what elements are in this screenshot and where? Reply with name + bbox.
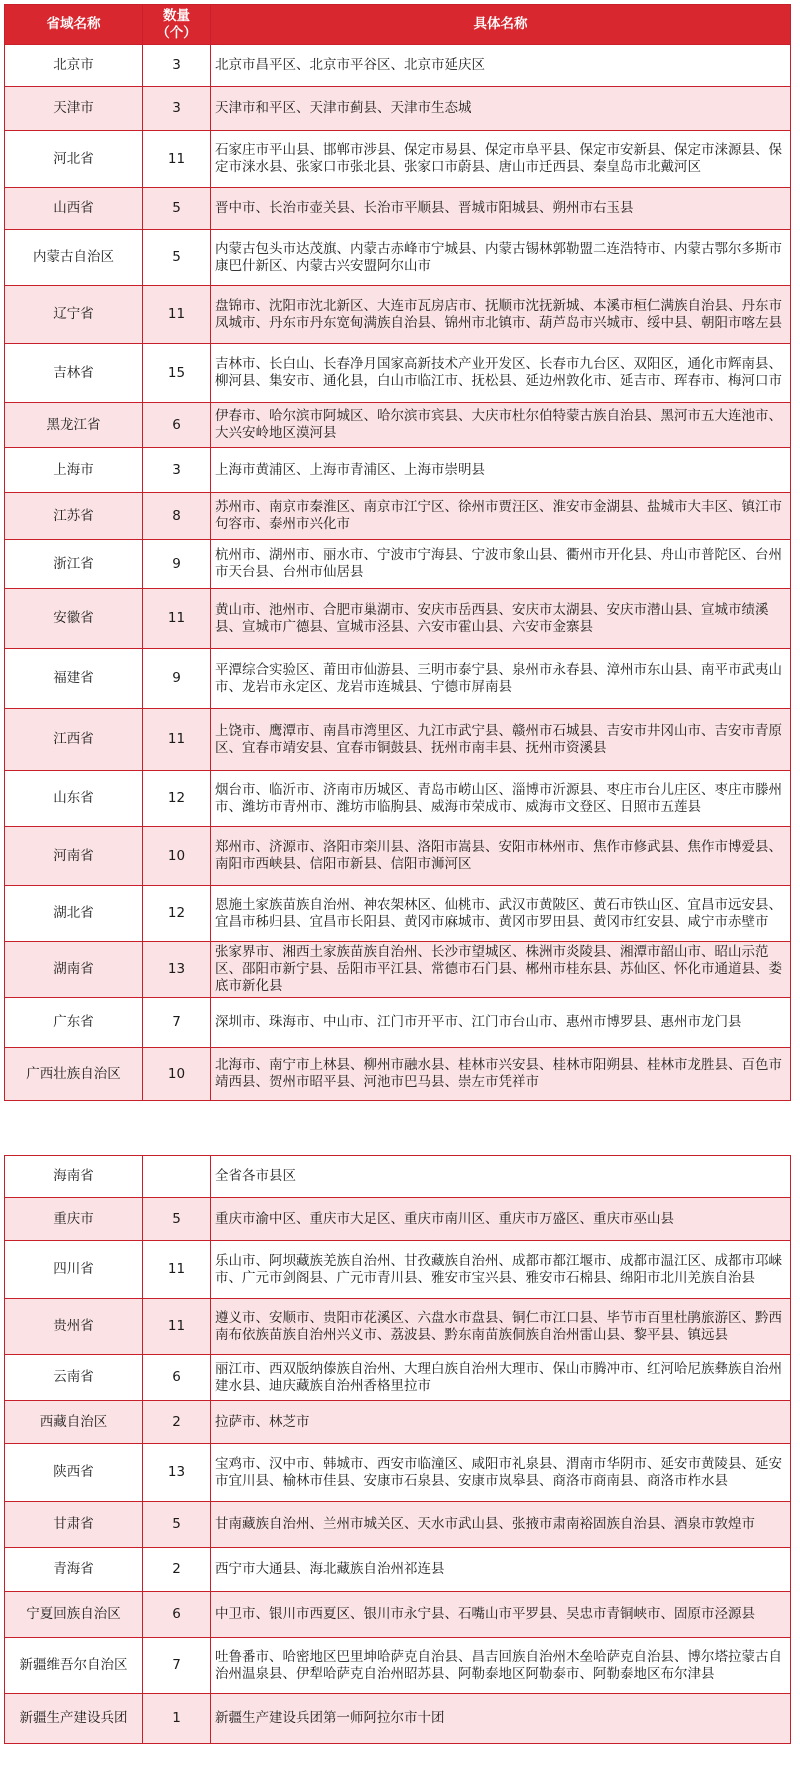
count-cell: 9: [143, 649, 211, 709]
detail-cell: 平潭综合实验区、莆田市仙游县、三明市泰宁县、泉州市永春县、漳州市东山县、南平市武夷山市、龙岩市永定区、龙岩市连城县、宁德市屏南县: [211, 649, 791, 709]
count-cell: 6: [143, 1592, 211, 1638]
province-cell: 广东省: [5, 998, 143, 1048]
table-row: [5, 403, 791, 448]
count-cell: 15: [143, 344, 211, 403]
province-cell: 内蒙古自治区: [5, 230, 143, 286]
table-row: [5, 1355, 791, 1401]
table-gap: [0, 1134, 800, 1155]
count-cell: 10: [143, 1048, 211, 1101]
table-row: [5, 1638, 791, 1694]
province-cell: 山东省: [5, 771, 143, 827]
province-cell: 安徽省: [5, 589, 143, 649]
table-row: [5, 540, 791, 589]
province-cell: 贵州省: [5, 1299, 143, 1355]
table-row: [5, 886, 791, 942]
header-count: [143, 5, 211, 45]
province-cell: 新疆维吾尔自治区: [5, 1638, 143, 1694]
table-row: [5, 1502, 791, 1548]
table-row: [5, 1241, 791, 1299]
table-row: [5, 493, 791, 540]
count-cell: 11: [143, 1299, 211, 1355]
province-cell: 广西壮族自治区: [5, 1048, 143, 1101]
province-cell: 黑龙江省: [5, 403, 143, 448]
table-row: [5, 1048, 791, 1101]
count-cell: 12: [143, 886, 211, 942]
table-row: [5, 344, 791, 403]
province-cell: 宁夏回族自治区: [5, 1592, 143, 1638]
count-cell: 11: [143, 709, 211, 771]
count-cell: 1: [143, 1694, 211, 1744]
province-cell: 甘肃省: [5, 1502, 143, 1548]
count-cell: 8: [143, 493, 211, 540]
table-row: [5, 45, 791, 87]
table-header-row: [5, 5, 791, 45]
detail-cell: 石家庄市平山县、邯郸市涉县、保定市易县、保定市阜平县、保定市安新县、保定市涞源县、保定市涞水县、张家口市张北县、张家口市蔚县、唐山市迁西县、秦皇岛市北戴河区: [211, 131, 791, 188]
province-cell: 浙江省: [5, 540, 143, 589]
count-cell: 10: [143, 827, 211, 886]
detail-cell: 新疆生产建设兵团第一师阿拉尔市十团: [211, 1694, 791, 1744]
count-cell: 11: [143, 131, 211, 188]
province-cell: 重庆市: [5, 1198, 143, 1241]
table-row: [5, 649, 791, 709]
table-row: [5, 448, 791, 493]
detail-cell: 黄山市、池州市、合肥市巢湖市、安庆市岳西县、安庆市太湖县、安庆市潜山县、宣城市绩溪县、宣城市广德县、宣城市泾县、六安市霍山县、六安市金寨县: [211, 589, 791, 649]
detail-cell: 吐鲁番市、哈密地区巴里坤哈萨克自治县、昌吉回族自治州木垒哈萨克自治县、博尔塔拉蒙古自治州温泉县、伊犁哈萨克自治州昭苏县、阿勒泰地区阿勒泰市、阿勒泰地区布尔津县: [211, 1638, 791, 1694]
count-cell: 5: [143, 230, 211, 286]
count-cell: 3: [143, 45, 211, 87]
detail-cell: 遵义市、安顺市、贵阳市花溪区、六盘水市盘县、铜仁市江口县、毕节市百里杜鹃旅游区、黔西南布依族苗族自治州兴义市、荔波县、黔东南苗族侗族自治州雷山县、黎平县、镇远县: [211, 1299, 791, 1355]
count-cell: [143, 1156, 211, 1198]
province-cell: 福建省: [5, 649, 143, 709]
detail-cell: 深圳市、珠海市、中山市、江门市开平市、江门市台山市、惠州市博罗县、惠州市龙门县: [211, 998, 791, 1048]
detail-cell: 西宁市大通县、海北藏族自治州祁连县: [211, 1548, 791, 1592]
detail-cell: 拉萨市、林芝市: [211, 1401, 791, 1444]
demonstration-zone-table-part2: [4, 1155, 791, 1744]
province-cell: 西藏自治区: [5, 1401, 143, 1444]
province-cell: 四川省: [5, 1241, 143, 1299]
count-cell: 11: [143, 589, 211, 649]
table-row: [5, 1198, 791, 1241]
header-province: 省域名称: [5, 5, 143, 45]
count-cell: 7: [143, 998, 211, 1048]
province-cell: 河南省: [5, 827, 143, 886]
table-row: [5, 1694, 791, 1744]
table-row: [5, 709, 791, 771]
table-row: [5, 1548, 791, 1592]
detail-cell: 郑州市、济源市、洛阳市栾川县、洛阳市嵩县、安阳市林州市、焦作市修武县、焦作市博爱县、南阳市西峡县、信阳市新县、信阳市浉河区: [211, 827, 791, 886]
demonstration-zone-table-part1: [4, 4, 791, 1101]
province-cell: 山西省: [5, 188, 143, 230]
count-cell: 2: [143, 1548, 211, 1592]
count-cell: 11: [143, 1241, 211, 1299]
table-row: [5, 286, 791, 344]
detail-cell: 晋中市、长治市壶关县、长治市平顺县、晋城市阳城县、朔州市右玉县: [211, 188, 791, 230]
table-row: [5, 230, 791, 286]
detail-cell: 伊春市、哈尔滨市阿城区、哈尔滨市宾县、大庆市杜尔伯特蒙古族自治县、黑河市五大连池市、大兴安岭地区漠河县: [211, 403, 791, 448]
count-cell: 13: [143, 1444, 211, 1502]
count-cell: 12: [143, 771, 211, 827]
count-cell: 11: [143, 286, 211, 344]
detail-cell: 乐山市、阿坝藏族羌族自治州、甘孜藏族自治州、成都市都江堰市、成都市温江区、成都市邛崃市、广元市剑阁县、广元市青川县、雅安市宝兴县、雅安市石棉县、绵阳市北川羌族自治县: [211, 1241, 791, 1299]
table-row: [5, 998, 791, 1048]
table-row: [5, 87, 791, 131]
province-cell: 青海省: [5, 1548, 143, 1592]
table-row: [5, 771, 791, 827]
province-cell: 天津市: [5, 87, 143, 131]
table-row: [5, 1156, 791, 1198]
table-row: [5, 1592, 791, 1638]
header-count-line1: 数量: [163, 7, 190, 24]
detail-cell: 中卫市、银川市西夏区、银川市永宁县、石嘴山市平罗县、吴忠市青铜峡市、固原市泾源县: [211, 1592, 791, 1638]
detail-cell: 张家界市、湘西土家族苗族自治州、长沙市望城区、株洲市炎陵县、湘潭市韶山市、昭山示范区、邵阳市新宁县、岳阳市平江县、常德市石门县、郴州市桂东县、苏仙区、怀化市通道县、娄底市新化县: [211, 942, 791, 998]
detail-cell: 甘南藏族自治州、兰州市城关区、天水市武山县、张掖市肃南裕固族自治县、酒泉市敦煌市: [211, 1502, 791, 1548]
count-cell: 5: [143, 1502, 211, 1548]
detail-cell: 上海市黄浦区、上海市青浦区、上海市崇明县: [211, 448, 791, 493]
detail-cell: 丽江市、西双版纳傣族自治州、大理白族自治州大理市、保山市腾冲市、红河哈尼族彝族自治州建水县、迪庆藏族自治州香格里拉市: [211, 1355, 791, 1401]
detail-cell: 烟台市、临沂市、济南市历城区、青岛市崂山区、淄博市沂源县、枣庄市台儿庄区、枣庄市滕州市、潍坊市青州市、潍坊市临朐县、威海市荣成市、威海市文登区、日照市五莲县: [211, 771, 791, 827]
province-cell: 新疆生产建设兵团: [5, 1694, 143, 1744]
table-row: [5, 1299, 791, 1355]
header-detail: 具体名称: [211, 5, 791, 45]
table-row: [5, 589, 791, 649]
province-cell: 吉林省: [5, 344, 143, 403]
header-count-line2: （个）: [156, 24, 197, 41]
detail-cell: 盘锦市、沈阳市沈北新区、大连市瓦房店市、抚顺市沈抚新城、本溪市桓仁满族自治县、丹东市凤城市、丹东市丹东宽甸满族自治县、锦州市北镇市、葫芦岛市兴城市、绥中县、朝阳市喀左县: [211, 286, 791, 344]
province-cell: 海南省: [5, 1156, 143, 1198]
table-row: [5, 1401, 791, 1444]
province-cell: 云南省: [5, 1355, 143, 1401]
province-cell: 湖南省: [5, 942, 143, 998]
detail-cell: 全省各市县区: [211, 1156, 791, 1198]
detail-cell: 重庆市渝中区、重庆市大足区、重庆市南川区、重庆市万盛区、重庆市巫山县: [211, 1198, 791, 1241]
table-row: [5, 942, 791, 998]
detail-cell: 上饶市、鹰潭市、南昌市湾里区、九江市武宁县、赣州市石城县、吉安市井冈山市、吉安市青原区、宜春市靖安县、宜春市铜鼓县、抚州市南丰县、抚州市资溪县: [211, 709, 791, 771]
count-cell: 5: [143, 188, 211, 230]
detail-cell: 天津市和平区、天津市蓟县、天津市生态城: [211, 87, 791, 131]
count-cell: 13: [143, 942, 211, 998]
count-cell: 6: [143, 403, 211, 448]
detail-cell: 吉林市、长白山、长春净月国家高新技术产业开发区、长春市九台区、双阳区，通化市辉南县、柳河县、集安市、通化县，白山市临江市、抚松县、延边州敦化市、延吉市、珲春市、梅河口市: [211, 344, 791, 403]
count-cell: 9: [143, 540, 211, 589]
province-cell: 河北省: [5, 131, 143, 188]
province-cell: 江西省: [5, 709, 143, 771]
province-cell: 陕西省: [5, 1444, 143, 1502]
detail-cell: 北海市、南宁市上林县、柳州市融水县、桂林市兴安县、桂林市阳朔县、桂林市龙胜县、百色市靖西县、贺州市昭平县、河池市巴马县、崇左市凭祥市: [211, 1048, 791, 1101]
count-cell: 6: [143, 1355, 211, 1401]
province-cell: 上海市: [5, 448, 143, 493]
detail-cell: 恩施土家族苗族自治州、神农架林区、仙桃市、武汉市黄陂区、黄石市铁山区、宜昌市远安县、宜昌市秭归县、宜昌市长阳县、黄冈市麻城市、黄冈市罗田县、黄冈市红安县、咸宁市赤壁市: [211, 886, 791, 942]
detail-cell: 杭州市、湖州市、丽水市、宁波市宁海县、宁波市象山县、衢州市开化县、舟山市普陀区、台州市天台县、台州市仙居县: [211, 540, 791, 589]
province-cell: 江苏省: [5, 493, 143, 540]
table-row: [5, 827, 791, 886]
count-cell: 3: [143, 87, 211, 131]
count-cell: 3: [143, 448, 211, 493]
detail-cell: 宝鸡市、汉中市、韩城市、西安市临潼区、咸阳市礼泉县、渭南市华阴市、延安市黄陵县、延安市宜川县、榆林市佳县、安康市石泉县、安康市岚皋县、商洛市商南县、商洛市柞水县: [211, 1444, 791, 1502]
detail-cell: 北京市昌平区、北京市平谷区、北京市延庆区: [211, 45, 791, 87]
table-row: [5, 1444, 791, 1502]
count-cell: 5: [143, 1198, 211, 1241]
count-cell: 7: [143, 1638, 211, 1694]
detail-cell: 苏州市、南京市秦淮区、南京市江宁区、徐州市贾汪区、淮安市金湖县、盐城市大丰区、镇江市句容市、泰州市兴化市: [211, 493, 791, 540]
table-row: [5, 131, 791, 188]
count-cell: 2: [143, 1401, 211, 1444]
table-row: [5, 188, 791, 230]
province-cell: 北京市: [5, 45, 143, 87]
province-cell: 辽宁省: [5, 286, 143, 344]
detail-cell: 内蒙古包头市达茂旗、内蒙古赤峰市宁城县、内蒙古锡林郭勒盟二连浩特市、内蒙古鄂尔多斯市康巴什新区、内蒙古兴安盟阿尔山市: [211, 230, 791, 286]
province-cell: 湖北省: [5, 886, 143, 942]
